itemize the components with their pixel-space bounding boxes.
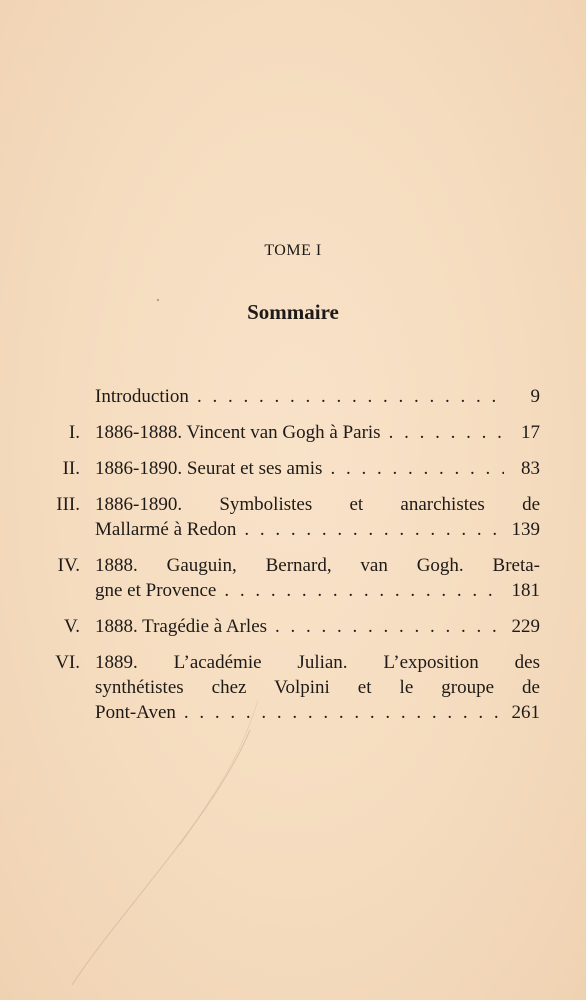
dot-leader: [184, 700, 504, 725]
volume-label: TOME I: [264, 242, 322, 259]
page-number: 229: [511, 616, 540, 637]
page-number: 139: [511, 519, 540, 540]
chapter-title-line: 1889. L’académie Julian. L’exposition des: [95, 652, 540, 673]
chapter-title: Introduction: [95, 386, 189, 407]
toc-entry: [40, 492, 540, 542]
page-number: 261: [511, 702, 540, 723]
page-number: 181: [511, 580, 540, 601]
toc-entry: [40, 650, 540, 725]
dot-leader: [197, 384, 504, 409]
chapter-title: 1886-1888. Vincent van Gogh à Paris: [95, 422, 381, 443]
chapter-title: 1886-1890. Seurat et ses amis: [95, 458, 323, 479]
table-of-contents: [40, 384, 540, 736]
chapter-title-line: gne et Provence: [95, 580, 217, 601]
chapter-title-line: 1886-1890. Symbolistes et anarchistes de: [95, 494, 540, 515]
toc-entry: [40, 384, 540, 409]
chapter-number: IV.: [57, 555, 80, 576]
chapter-number: II.: [62, 458, 80, 479]
chapter-title-line: Mallarmé à Redon: [95, 519, 237, 540]
page-title: Sommaire: [247, 300, 339, 324]
toc-entry: [40, 553, 540, 603]
toc-entry: [40, 456, 540, 481]
dot-leader: [389, 420, 504, 445]
page-number: 9: [530, 386, 540, 407]
page-number: 17: [521, 422, 540, 443]
chapter-number: VI.: [55, 652, 80, 673]
chapter-number: V.: [63, 616, 80, 637]
toc-entry: [40, 420, 540, 445]
chapter-number: III.: [56, 494, 80, 515]
chapter-number: I.: [68, 422, 80, 443]
chapter-title: 1888. Tragédie à Arles: [95, 616, 268, 637]
page-number: 83: [521, 458, 540, 479]
toc-entry: [40, 614, 540, 639]
chapter-title-line: Pont-Aven: [95, 702, 176, 723]
dot-leader: [244, 517, 504, 542]
dot-leader: [224, 578, 504, 603]
chapter-title-line: 1888. Gauguin, Bernard, van Gogh. Breta-: [95, 555, 540, 576]
chapter-title-line: synthétistes chez Volpini et le groupe de: [95, 677, 540, 698]
dot-leader: [330, 456, 504, 481]
dot-leader: [275, 614, 504, 639]
